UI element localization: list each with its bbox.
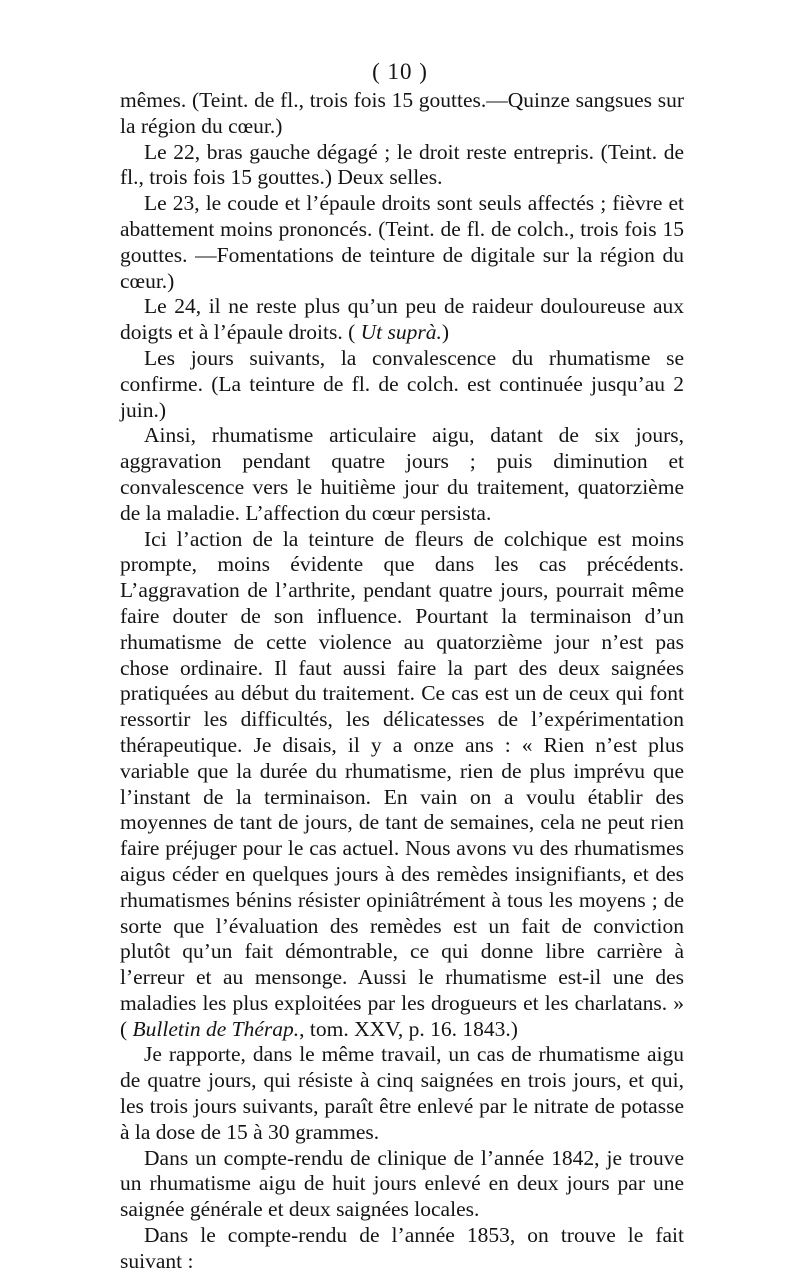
paragraph xyxy=(120,88,684,140)
paragraph xyxy=(120,423,684,526)
text-run: Le 22, bras gauche dégagé ; le droit reste entrepris. (Teint. de fl., trois fois 15 gouttes.) Deux selles. xyxy=(120,139,684,190)
paragraph xyxy=(120,1146,684,1223)
paragraph xyxy=(120,527,684,1043)
text-run: Le 23, le coude et l’épaule droits sont seuls affectés ; fièvre et abattement moins prononcés. (Teint. de fl. de colch., trois fois 15 gouttes. —Fomentations de teinture de digitale sur la région du cœur.) xyxy=(120,191,684,293)
text-run: Le 24, il ne reste plus qu’un peu de raideur douloureuse aux doigts et à l’épaule droits. ( xyxy=(120,294,684,345)
italic-run: Bulletin de Thérap. xyxy=(132,1016,300,1041)
text-run: Dans le compte-rendu de l’année 1853, on trouve le fait suivant : xyxy=(120,1223,684,1273)
text-run: Ainsi, rhumatisme articulaire aigu, datant de six jours, aggravation pendant quatre jours ; puis diminution et convalescence vers le huitième jour du traitement, quatorzième de la maladie. L’affection du cœur persista. xyxy=(120,423,684,525)
paragraph xyxy=(120,1042,684,1145)
paragraph xyxy=(120,140,684,192)
text-run: mêmes. (Teint. de fl., trois fois 15 gouttes.—Quinze sangsues sur la région du cœur.) xyxy=(120,88,684,138)
text-run: Je rapporte, dans le même travail, un cas de rhumatisme aigu de quatre jours, qui résiste à cinq saignées en trois jours, et qui, les trois jours suivants, paraît être enlevé par le nitrate de potasse à la dose de 15 à 30 grammes. xyxy=(120,1042,684,1144)
page-number: ( 10 ) xyxy=(372,59,428,84)
paragraph xyxy=(120,1223,684,1275)
text-run: Les jours suivants, la convalescence du rhumatisme se confirme. (La teinture de fl. de colch. est continuée jusqu’au 2 juin.) xyxy=(120,345,684,422)
text-run: , tom. XXV, p. 16. 1843.) xyxy=(299,1016,518,1041)
text-run: Dans un compte-rendu de clinique de l’année 1842, je trouve un rhumatisme aigu de huit jours enlevé en deux jours par une saignée générale et deux saignées locales. xyxy=(120,1145,684,1222)
paragraph xyxy=(120,346,684,423)
text-run: ) xyxy=(441,320,450,345)
body-text xyxy=(120,88,684,1275)
text-run: Ici l’action de la teinture de fleurs de colchique est moins prompte, moins évidente que dans les cas précédents. L’aggravation de l’arthrite, pendant quatre jours, pourrait même faire douter de son influence. Pourtant la terminaison d’un rhumatisme de cette violence au quatorzième jour n’est pas chose ordinaire. Il faut aussi faire la part des deux saignées pratiquées au début du traitement. Ce cas est un de ceux qui font ressortir les difficultés, les délicatesses de l’expérimentation thérapeutique. Je disais, il y a onze ans : « Rien n’est plus variable que la durée du rhumatisme, rien de plus imprévu que l’instant de la terminaison. En vain on a voulu établir des moyennes de tant de jours, de tant de semaines, cela ne peut rien faire préjuger pour le cas actuel. Nous avons vu des rhumatismes aigus céder en quelques jours à des remèdes insignifiants, et des rhumatismes bénins résister opiniâtrément à tous les moyens ; de sorte que l’évaluation des remèdes est un fait de conviction plutôt qu’un fait démontrable, ce qui donne libre carrière à l’erreur et au mensonge. Aussi le rhumatisme est-il une des maladies les plus exploitées par les drogueurs et les charlatans. » ( xyxy=(120,526,684,1041)
paragraph xyxy=(120,191,684,294)
italic-run: Ut suprà. xyxy=(360,320,442,345)
paragraph xyxy=(120,294,684,346)
